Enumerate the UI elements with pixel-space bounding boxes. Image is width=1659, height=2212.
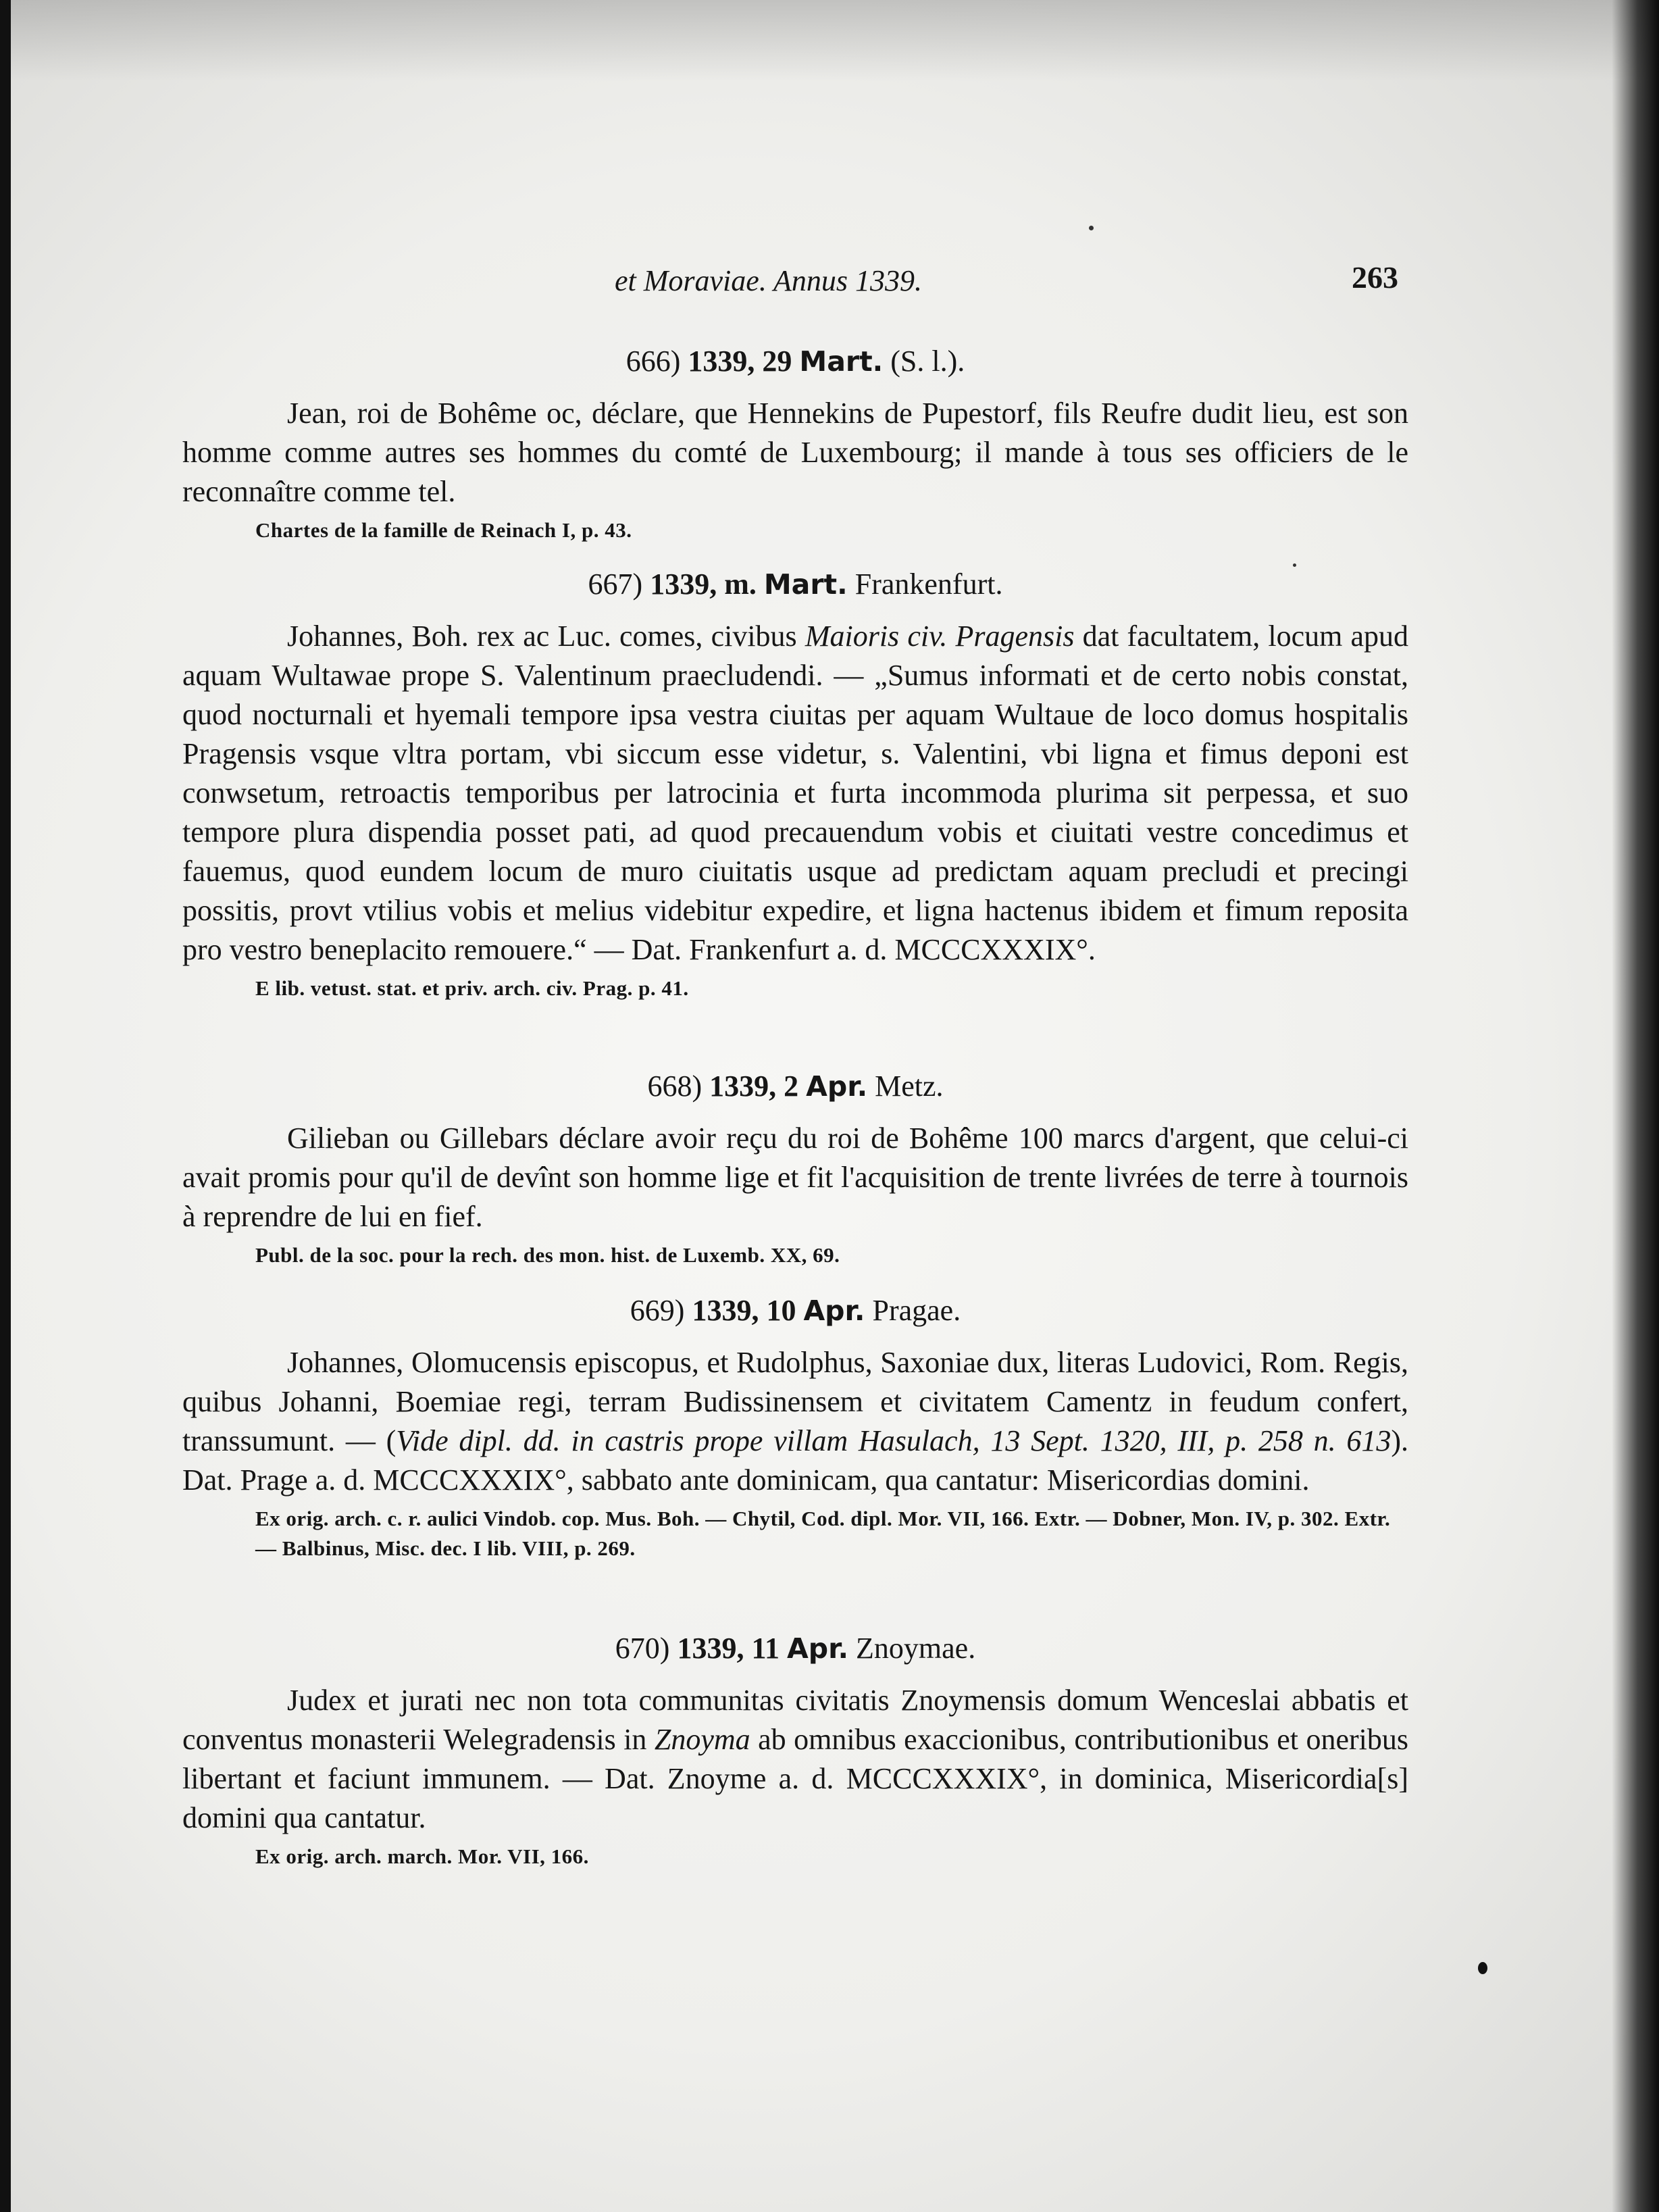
entry-667 [182,564,1408,1003]
entry-source: Chartes de la famille de Reinach I, p. 43. [255,518,632,542]
running-header [182,260,1398,311]
entry-text [182,617,1408,970]
entry-source: Ex orig. arch. c. r. aulici Vindob. cop. Mus. Boh. — Chytil, Cod. dipl. Mor. VII, 166. Extr. — Dobner, Mon. IV, p. 302. Extr. — Balbinus, Misc. dec. I lib. VIII, p. 269. [255,1507,1391,1560]
entry-month: Mart. [763,568,848,601]
entry-text-italic: Vide dipl. dd. in castris prope villam Hasulach, 13 Sept. 1320, III, p. 258 n. 613 [396,1424,1392,1457]
entry-date: 1339, 29 [688,345,792,378]
entry-date: 1339, 2 [709,1070,799,1103]
entry-heading [182,1290,1408,1331]
page-number: 263 [1352,260,1398,295]
entry-source: Publ. de la soc. pour la rech. des mon. hist. de Luxemb. XX, 69. [255,1243,840,1267]
entry-670 [182,1628,1408,1871]
scan-top-shadow [0,0,1659,81]
entry-text-part: dat facultatem, locum apud aquam Wultawae prope S. Valentinum praecludendi. — „Sumus informati et de certo nobis constat, quod nocturnali et hyemali tempore ipsa vestra ciuitas per aquam Wultaue de loco domus hospitalis Pragensis vsque vltra portam, vbi siccum esse videtur, s. Valentini, vbi ligna et fimus deponi est conwsetum, retroactis temporibus per latrocinia et furta incommoda plurima sit perpessa, et suo tempore plura dispendia posset pati, ad quod precauendum vobis et ciuitati vestre concedimus et fauemus, quod eundem locum de muro ciuitatis usque ad predictam aquam precludi et precingi possitis, provt vtilius vobis et melius videbitur expedire, et ligna hactenus ibidem et fimum reposita pro vestro beneplacito remouere.“ — Dat. Frankenfurt a. d. MCCCXXXIX°. [182,620,1408,966]
entry-source: Ex orig. arch. march. Mor. VII, 166. [255,1844,589,1868]
entry-heading [182,1628,1408,1669]
entry-heading [182,341,1408,382]
scan-right-edge [1612,0,1659,2212]
entry-number: 670) [615,1632,670,1665]
entry-text [182,1681,1408,1838]
entry-date: 1339, 11 [677,1632,780,1665]
entry-place: Frankenfurt. [854,568,1003,601]
entry-place: Metz. [875,1070,944,1103]
entry-heading [182,564,1408,605]
entry-text-part: ). Dat. Prage a. d. MCCCXXXIX°, sabbato ante dominicam, qua cantatur: Misericordias domini. [182,1424,1408,1497]
entry-text-part: Judex et jurati nec non tota communitas civitatis Znoymensis domum Wenceslai abbatis et conventus monasterii Welegradensis in [182,1684,1408,1756]
entry-666 [182,341,1408,545]
entry-number: 667) [588,568,643,601]
entry-heading [182,1066,1408,1107]
entry-source: E lib. vetust. stat. et priv. arch. civ. Prag. p. 41. [255,976,689,1000]
entry-number: 669) [630,1294,685,1327]
entry-number: 668) [647,1070,703,1103]
entry-place: Pragae. [872,1294,961,1327]
scan-left-edge [0,0,11,2212]
entry-month: Apr. [803,1294,865,1327]
scan-speck [1478,1962,1487,1974]
entry-month: Apr. [806,1070,868,1103]
entry-668 [182,1066,1408,1270]
running-title: et Moraviae. Annus 1339. [615,264,923,297]
entry-text [182,1343,1408,1500]
entry-date: 1339, m. [650,568,757,601]
entry-text: Gilieban ou Gillebars déclare avoir reçu du roi de Bohême 100 marcs d'argent, que celui-ci avait promis pour qu'il de devînt son homme lige et fit l'acquisition de trente livrées de terre à tournois à reprendre de lui en fief. [182,1122,1408,1233]
entry-text-italic: Znoyma [654,1723,750,1756]
entry-date: 1339, 10 [692,1294,796,1327]
entry-place: (S. l.). [890,345,965,378]
entry-number: 666) [626,345,681,378]
entry-text-part: ab omnibus exaccionibus, contributionibus et oneribus libertant et faciunt immunem. — Dat. Znoyme a. d. MCCCXXXIX°, in dominica, Misericordia[s] domini qua cantatur. [182,1723,1408,1834]
entry-month: Mart. [799,345,884,378]
entry-text: Jean, roi de Bohême oc, déclare, que Hennekins de Pupestorf, fils Reufre dudit lieu, est son homme comme autres ses hommes du comté de Luxembourg; il mande à tous ses officiers de le reconnaître comme tel. [182,397,1408,508]
entry-text-italic: Maioris civ. Pragensis [805,620,1075,653]
entry-text-part: Johannes, Olomucensis episcopus, et Rudolphus, Saxoniae dux, literas Ludovici, Rom. Regis, quibus Johanni, Boemiae regi, terram Budissinensem et civitatem Camentz in feudum confert, transsumunt. — ( [182,1346,1408,1457]
entry-month: Apr. [787,1632,849,1665]
scan-speck [1089,226,1094,230]
entry-text-part: Johannes, Boh. rex ac Luc. comes, civibus [287,620,805,653]
entry-place: Znoymae. [856,1632,976,1665]
entry-669 [182,1290,1408,1563]
